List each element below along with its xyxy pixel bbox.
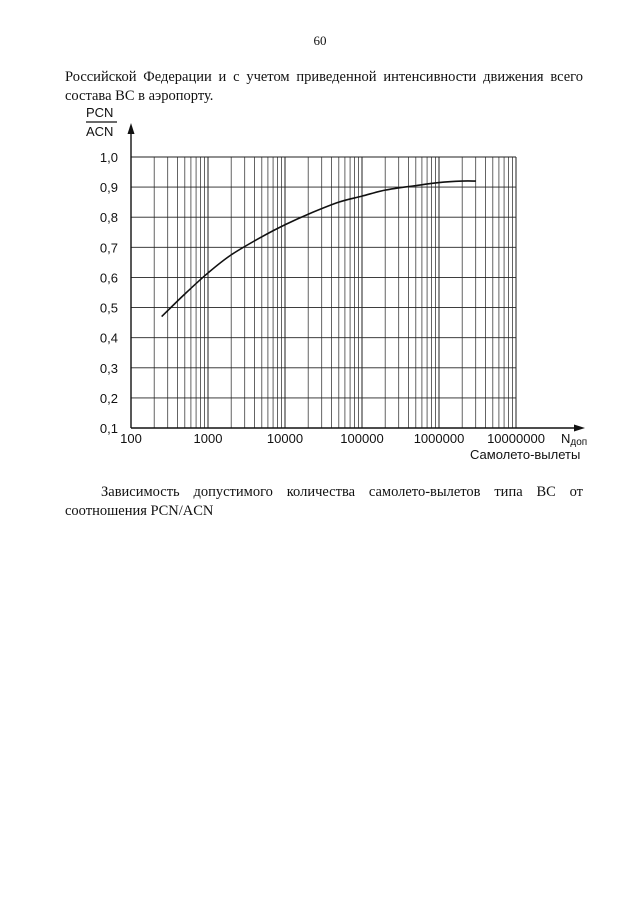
x-tick-label: 1000000 xyxy=(413,431,465,446)
y-tick-label: 0,6 xyxy=(99,270,118,286)
y-tick-label: 0,4 xyxy=(99,330,118,346)
y-label-denominator: ACN xyxy=(86,124,114,139)
y-tick-label: 0,9 xyxy=(99,180,118,196)
y-tick-label: 0,3 xyxy=(99,360,118,376)
y-tick-label: 0,2 xyxy=(99,390,118,406)
data-curve xyxy=(162,181,476,317)
y-tick-label: 0,1 xyxy=(99,421,118,436)
grid xyxy=(131,157,516,428)
intro-line-1: Российской Федерации и с учетом приведенной интенсивности движения всего xyxy=(65,69,583,85)
caption-line-2: соотношения PCN/ACN xyxy=(65,503,214,519)
y-tick-labels xyxy=(100,150,118,436)
y-axis-arrow xyxy=(128,123,135,134)
y-axis-label xyxy=(86,105,117,139)
x-label-text: Самолето-вылеты xyxy=(470,447,581,462)
y-tick-label: 0,8 xyxy=(99,210,118,226)
y-tick-label: 1,0 xyxy=(99,150,118,165)
caption-line-1: Зависимость допустимого количества самолето-вылетов типа ВС от xyxy=(101,484,583,500)
page-number: 60 xyxy=(313,33,327,48)
x-tick-label: 100000 xyxy=(340,431,384,446)
x-tick-label: 100 xyxy=(120,431,142,446)
figure-caption xyxy=(65,483,583,521)
x-tick-label: 1000 xyxy=(193,431,223,446)
x-tick-label: 10000 xyxy=(266,431,304,446)
x-label-symbol: Nдоп xyxy=(561,431,588,448)
x-tick-labels xyxy=(120,431,545,446)
y-tick-label: 0,7 xyxy=(99,240,118,256)
x-axis-arrow xyxy=(574,425,585,432)
y-tick-label: 0,5 xyxy=(99,300,118,316)
x-tick-label: 10000000 xyxy=(487,431,545,446)
intro-line-2: состава ВС в аэропорту. xyxy=(65,88,214,104)
y-label-numerator: PCN xyxy=(86,105,114,120)
